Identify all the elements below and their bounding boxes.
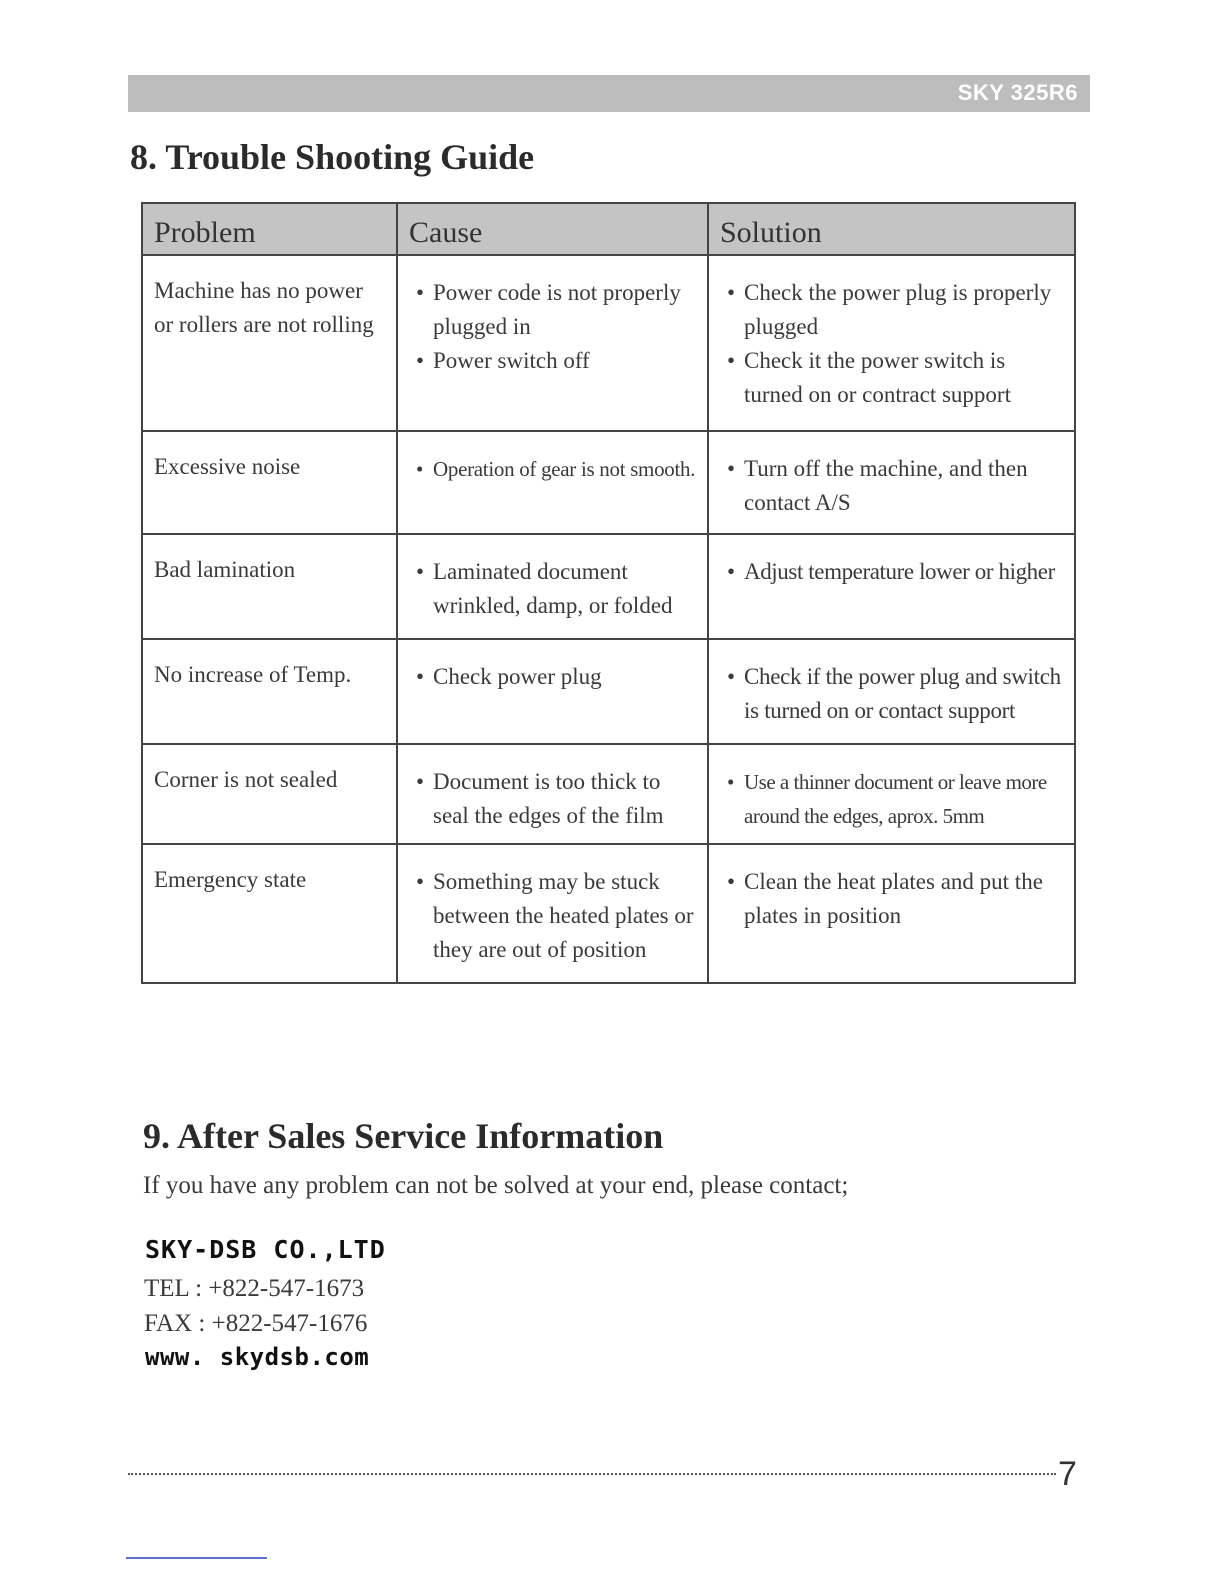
table-row [142,534,1075,639]
table-row [142,844,1075,983]
problem-cell [142,844,397,983]
solution-item: • Check if the power plug and switch is turned on or contact support [720,660,1064,728]
solution-cell [708,639,1075,744]
fax-number: FAX : +822-547-1676 [144,1310,368,1337]
cause-item: • Something may be stuck between the heated plates or they are out of position [409,865,697,967]
troubleshooting-title: 8. Trouble Shooting Guide [130,137,535,177]
header-solution: Solution [708,203,1075,255]
cause-cell [397,534,708,639]
phone-number: TEL : +822-547-1673 [144,1275,365,1302]
cause-item: • Power switch off [409,344,697,378]
company-name: SKY-DSB CO.,LTD [145,1235,386,1264]
solution-item: • Adjust temperature lower or higher [720,555,1064,589]
cause-item: • Power code is not properly plugged in [409,276,697,344]
table-header-row [142,203,1075,255]
problem-text: Excessive noise [154,454,301,479]
solution-item: • Check it the power switch is turned on or contract support [720,344,1064,412]
problem-text: or rollers are not rolling [154,312,374,337]
footer-divider [128,1473,1056,1475]
table-row [142,255,1075,431]
header-problem: Problem [142,203,397,255]
solution-item: • Turn off the machine, and then contact A/S [720,452,1064,520]
solution-cell [708,744,1075,844]
problem-cell [142,431,397,534]
table-row [142,431,1075,534]
solution-cell [708,534,1075,639]
cause-item: • Laminated document wrinkled, damp, or folded [409,555,697,623]
cause-item: • Check power plug [409,660,697,694]
table-row [142,744,1075,844]
solution-cell [708,844,1075,983]
cause-item: • Document is too thick to seal the edges of the film [409,765,697,833]
after-sales-intro: If you have any problem can not be solved at your end, please contact; [143,1172,849,1199]
solution-cell [708,255,1075,431]
problem-text: Emergency state [154,867,307,892]
header-bar [128,75,1090,112]
cause-cell [397,639,708,744]
bottom-line [126,1557,267,1559]
cause-cell [397,431,708,534]
model-name: SKY 325R6 [957,80,1078,105]
cause-cell [397,844,708,983]
problem-cell [142,744,397,844]
solution-item: • Check the power plug is properly plugged [720,276,1064,344]
solution-item: • Use a thinner document or leave more around the edges, aprox. 5mm [720,765,1064,833]
problem-text: No increase of Temp. [154,662,352,687]
after-sales-title: 9. After Sales Service Information [143,1116,664,1156]
solution-item: • Clean the heat plates and put the plates in position [720,865,1064,933]
problem-cell [142,255,397,431]
table-row [142,639,1075,744]
problem-cell [142,639,397,744]
cause-item: • Operation of gear is not smooth. [409,452,697,486]
website-link[interactable]: www. skydsb.com [145,1343,370,1371]
solution-cell [708,431,1075,534]
problem-text: Corner is not sealed [154,767,338,792]
problem-text: Machine has no power [154,278,363,303]
problem-text: Bad lamination [154,557,296,582]
page-number: 7 [1058,1455,1077,1493]
cause-cell [397,255,708,431]
cause-cell [397,744,708,844]
problem-cell [142,534,397,639]
troubleshooting-table [141,202,1076,984]
header-cause: Cause [397,203,708,255]
